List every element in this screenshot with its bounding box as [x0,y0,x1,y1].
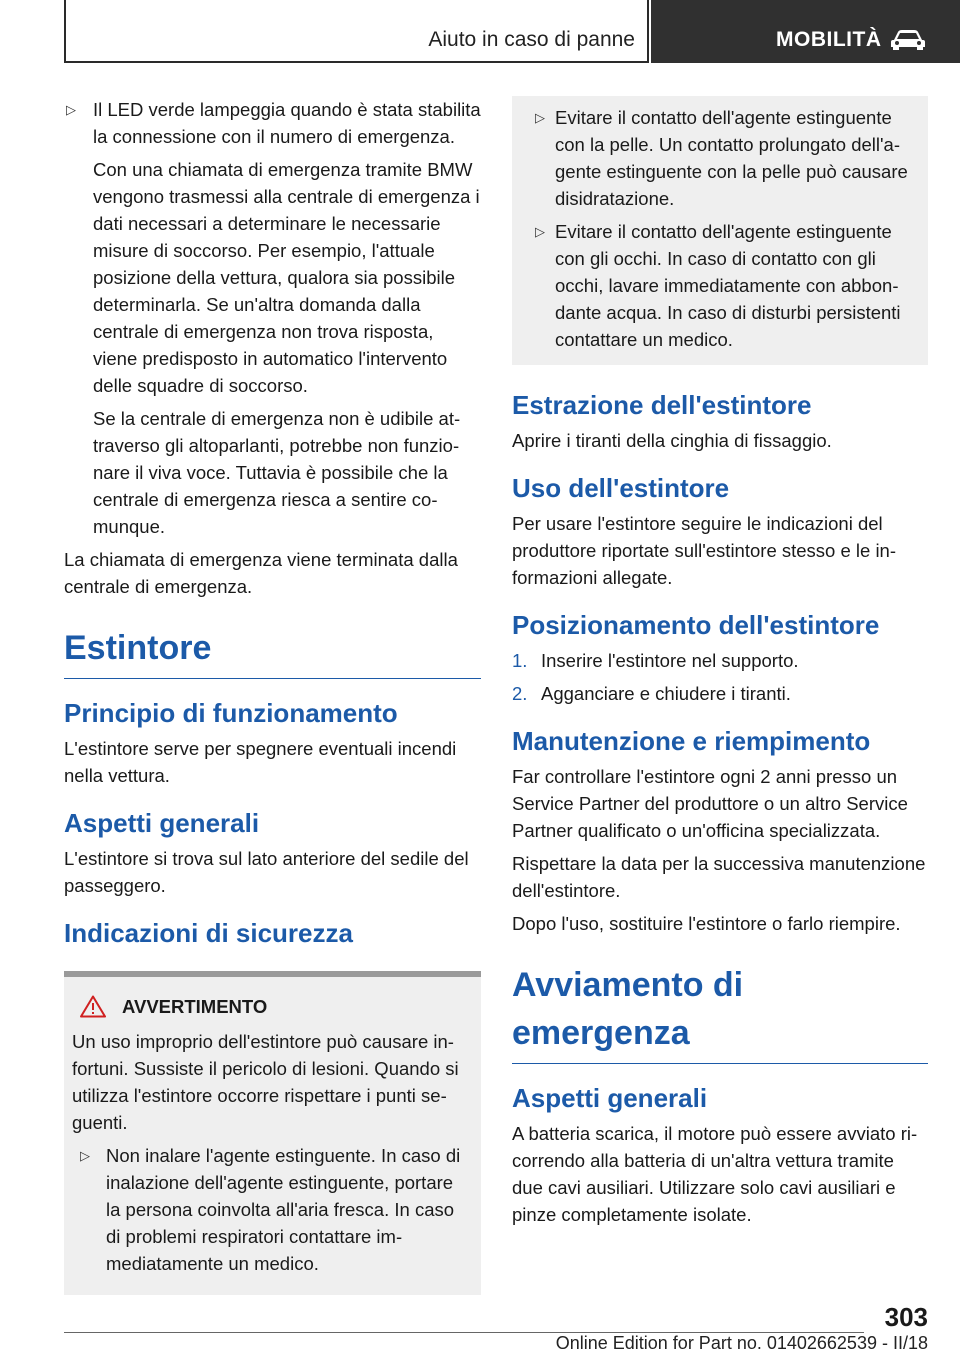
paragraph: Se la centrale di emergenza non è udibile attraverso gli altoparlanti, potrebbe non funzionare il viva voce. Tuttavia è possibile che la centrale di emergenza riesca a sentire comunque. [93,408,461,537]
warning-text: Un uso improprio dell'estintore può causare infortuni. Sussiste il pericolo di lesioni. Quando si utilizza l'estintore occorre rispettare i punti seguenti. [72,1031,459,1133]
list-item [72,1142,471,1277]
triangle-bullet-icon: ▷ [66,102,76,117]
paragraph: Evitare il contatto dell'agente estinguente con la pelle. Un contatto prolungato dell'agente estinguente con la pelle può causare disidratazione. [555,107,908,209]
triangle-bullet-icon: ▷ [80,1148,90,1163]
header-section-box [64,0,649,63]
warning-title: AVVERTIMENTO [122,996,268,1017]
paragraph: Per usare l'estintore seguire le indicazioni del produttore riportate sull'estintore stesso e le informazioni allegate. [512,513,897,588]
paragraph: Il LED verde lampeggia quando è stata stabilita la connessione con il numero di emergenza. [93,99,481,147]
step-text: Inserire l'estintore nel supporto. [541,650,799,671]
list-item [512,647,928,674]
header-chapter-title: MOBILITÀ [776,28,882,51]
list-item [512,680,928,707]
left-column [64,96,481,1295]
list-item [64,96,481,540]
step-number: 1. [512,650,528,671]
step-number: 2. [512,683,528,704]
warning-title-row [72,993,471,1020]
header-chapter-box [651,0,960,63]
warning-box-continued [512,96,928,365]
paragraph: La chiamata di emergenza viene terminata dalla centrale di emergenza. [64,549,458,597]
warning-triangle-icon [80,995,106,1018]
chapter-heading: Avviamento di emergenza [512,961,928,1064]
header-section-title: Aiuto in caso di panne [428,28,635,51]
paragraph: Evitare il contatto dell'agente estinguente con gli occhi. In caso di contatto con gli occhi, lavare immediatamente con abbondante acqua. In caso di disturbi persistenti contattare un medico. [555,221,901,350]
paragraph: L'estintore serve per spegnere eventuali incendi nella vettura. [64,738,457,786]
triangle-bullet-icon: ▷ [535,224,545,239]
page-number: 303 [884,1302,928,1332]
chapter-heading: Estintore [64,624,481,679]
footer-edition: Online Edition for Part no. 01402662539 - II/18 [555,1333,928,1353]
paragraph: Dopo l'uso, sostituire l'estintore o farlo riempire. [512,913,901,934]
section-heading: Aspetti generali [64,808,260,838]
section-heading: Aspetti generali [512,1083,708,1113]
car-icon [890,27,926,51]
section-heading: Indicazioni di sicurezza [64,918,353,948]
paragraph: A batteria scarica, il motore può essere avviato ricorrendo alla batteria di un'altra vettura tramite due cavi ausiliari. Utilizzare solo cavi ausiliari e pinze completamente isolate. [512,1123,918,1225]
section-heading: Posizionamento dell'estintore [512,610,880,640]
list-item [520,218,918,353]
paragraph: Con una chiamata di emergenza tramite BMW vengono trasmessi alla centrale di emergenza i dati necessari a determinare le necessarie misure di soccorso. Per esempio, l'attuale posizione della vettura, qualora sia possibile determinarla. Se un'altra domanda dalla centrale di emergenza non trova risposta, viene predisposto in automatico l'intervento delle squadre di soccorso. [93,159,480,396]
paragraph: Far controllare l'estintore ogni 2 anni presso un Service Partner del produttore o un altro Service Partner qualificato o un'officina specializzata. [512,766,908,841]
section-heading: Principio di funzionamento [64,698,398,728]
paragraph: Non inalare l'agente estinguente. In caso di inalazione dell'agente estinguente, portare la persona coinvolta all'aria fresca. In caso di problemi respiratori contattare immediatamente un medico. [106,1145,461,1274]
section-heading: Manutenzione e riempimento [512,726,871,756]
triangle-bullet-icon: ▷ [535,110,545,125]
step-text: Agganciare e chiudere i tiranti. [541,683,791,704]
warning-box [64,971,481,1295]
paragraph: Aprire i tiranti della cinghia di fissaggio. [512,430,832,451]
list-item [520,104,918,212]
paragraph: Rispettare la data per la successiva manutenzione dell'estintore. [512,853,926,901]
paragraph: L'estintore si trova sul lato anteriore del sedile del passeggero. [64,848,469,896]
section-heading: Estrazione dell'estintore [512,390,812,420]
right-column [512,96,928,1234]
section-heading: Uso dell'estintore [512,473,730,503]
